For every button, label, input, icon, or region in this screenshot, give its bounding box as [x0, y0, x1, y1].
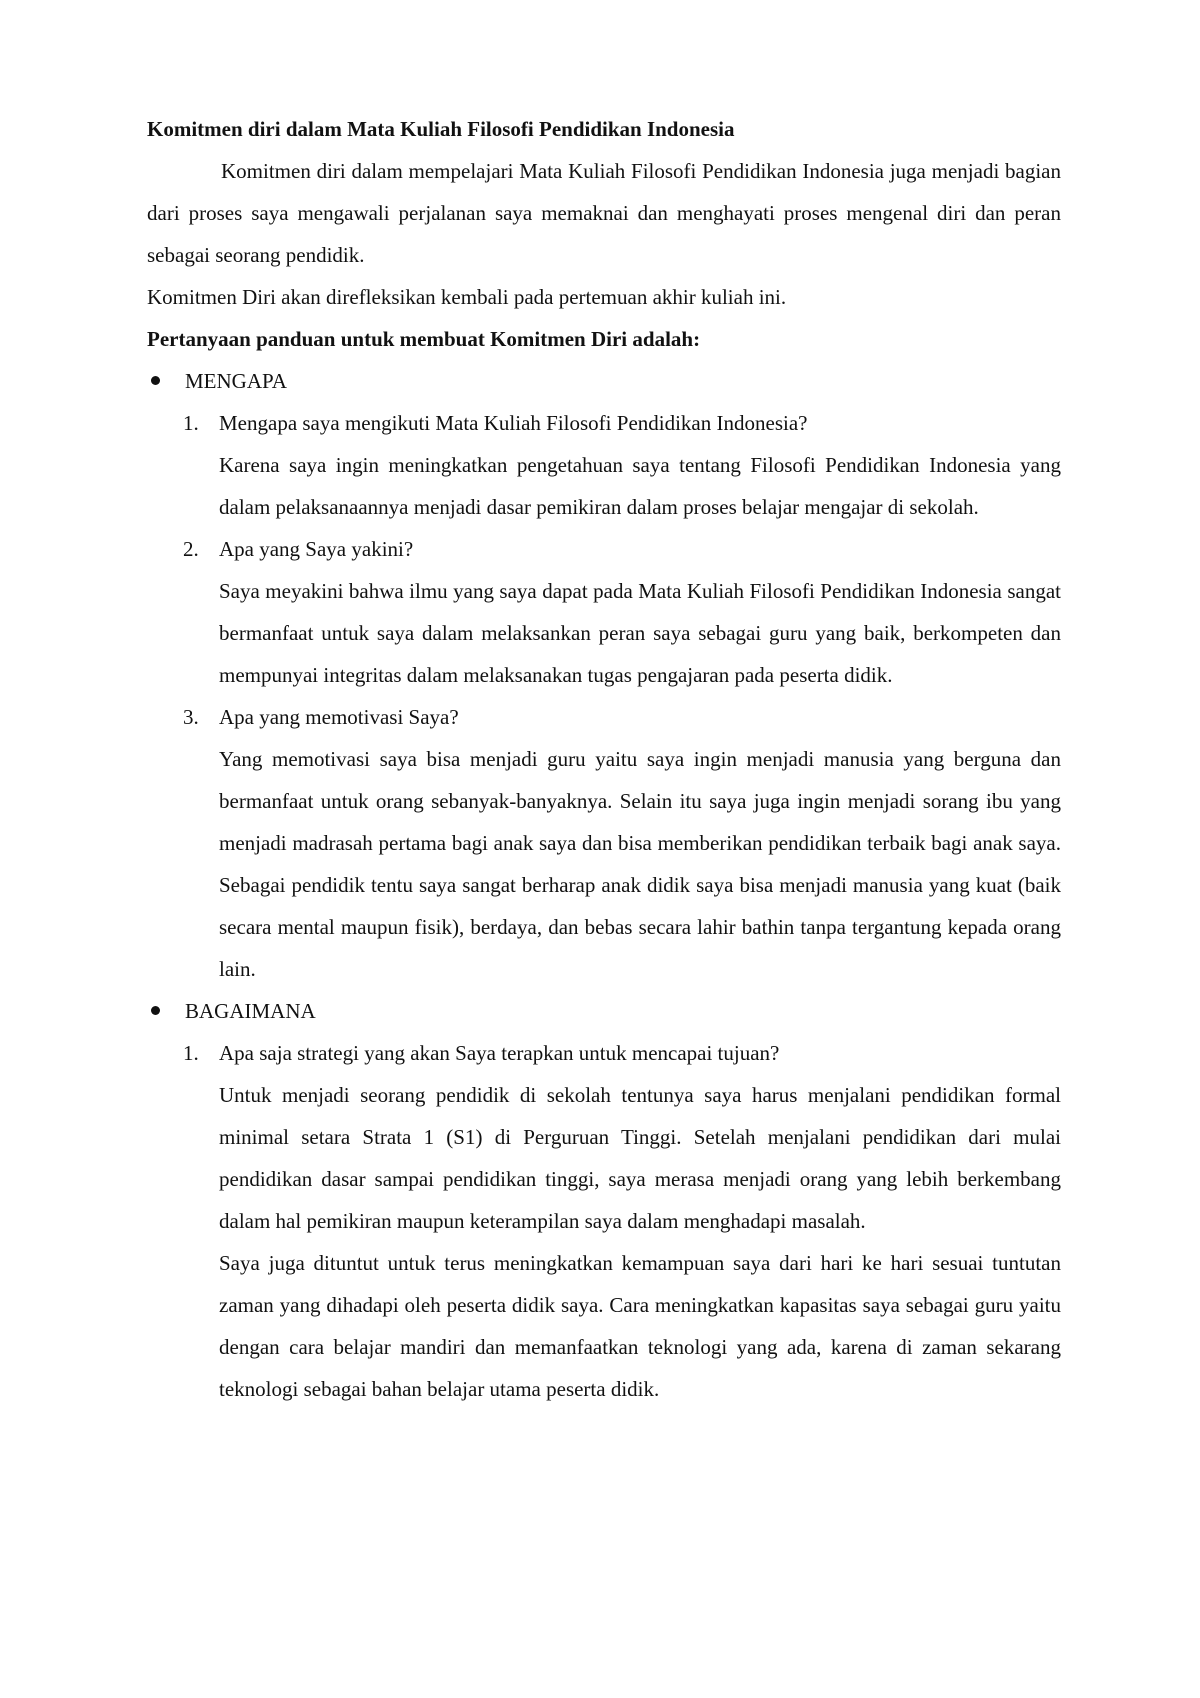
answer-paragraph: Yang memotivasi saya bisa menjadi guru yaitu saya ingin menjadi manusia yang berguna dan bermanfaat untuk orang sebanyak-banyaknya. Selain itu saya juga ingin menjadi sorang ibu yang menjadi madrasah pertama bagi anak saya dan bisa memberikan pendidikan terbaik bagi anak saya. Sebagai pendidik tentu saya sangat berharap anak didik saya bisa menjadi manusia yang kuat (baik secara mental maupun fisik), berdaya, dan bebas secara lahir bathin tanpa tergantung kepada orang lain. [219, 747, 1061, 981]
bullet-dot-icon [151, 1006, 160, 1015]
question-number: 2. [183, 537, 199, 561]
document-body [147, 108, 1061, 1410]
question-item [147, 402, 1061, 444]
question-number: 1. [183, 411, 199, 435]
reflection-note: Komitmen Diri akan direfleksikan kembali pada pertemuan akhir kuliah ini. [147, 285, 787, 309]
section-mengapa [147, 360, 1061, 402]
question-number: 3. [183, 705, 199, 729]
question-text: Apa yang memotivasi Saya? [219, 705, 459, 729]
section-bagaimana [147, 990, 1061, 1032]
intro-paragraph: Komitmen diri dalam mempelajari Mata Kuliah Filosofi Pendidikan Indonesia juga menjadi bagian dari proses saya mengawali perjalanan saya memaknai dan menghayati proses mengenal diri dan peran sebagai seorang pendidik. [147, 159, 1061, 267]
question-text: Apa saja strategi yang akan Saya terapkan untuk mencapai tujuan? [219, 1041, 780, 1065]
answer-paragraph: Untuk menjadi seorang pendidik di sekolah tentunya saya harus menjalani pendidikan formal minimal setara Strata 1 (S1) di Perguruan Tinggi. Setelah menjalani pendidikan dari mulai pendidikan dasar sampai pendidikan tinggi, saya merasa menjadi orang yang lebih berkembang dalam hal pemikiran maupun keterampilan saya dalam menghadapi masalah. [219, 1083, 1061, 1233]
question-item [147, 1032, 1061, 1074]
document-title: Komitmen diri dalam Mata Kuliah Filosofi Pendidikan Indonesia [147, 117, 735, 141]
answer-paragraph: Saya juga dituntut untuk terus meningkatkan kemampuan saya dari hari ke hari sesuai tuntutan zaman yang dihadapi oleh peserta didik saya. Cara meningkatkan kapasitas saya sebagai guru yaitu dengan cara belajar mandiri dan memanfaatkan teknologi yang ada, karena di zaman sekarang teknologi sebagai bahan belajar utama peserta didik. [219, 1251, 1061, 1401]
answer-paragraph: Saya meyakini bahwa ilmu yang saya dapat pada Mata Kuliah Filosofi Pendidikan Indonesia sangat bermanfaat untuk saya dalam melaksankan peran saya sebagai guru yang baik, berkompeten dan mempunyai integritas dalam melaksanakan tugas pengajaran pada peserta didik. [219, 579, 1061, 687]
section-label: BAGAIMANA [185, 999, 316, 1023]
question-number: 1. [183, 1041, 199, 1065]
question-item [147, 696, 1061, 738]
section-label: MENGAPA [185, 369, 287, 393]
answer-paragraph: Karena saya ingin meningkatkan pengetahuan saya tentang Filosofi Pendidikan Indonesia yang dalam pelaksanaannya menjadi dasar pemikiran dalam proses belajar mengajar di sekolah. [219, 453, 1061, 519]
question-text: Mengapa saya mengikuti Mata Kuliah Filosofi Pendidikan Indonesia? [219, 411, 808, 435]
question-item [147, 528, 1061, 570]
question-text: Apa yang Saya yakini? [219, 537, 414, 561]
bullet-dot-icon [151, 376, 160, 385]
guide-heading: Pertanyaan panduan untuk membuat Komitmen Diri adalah: [147, 327, 701, 351]
